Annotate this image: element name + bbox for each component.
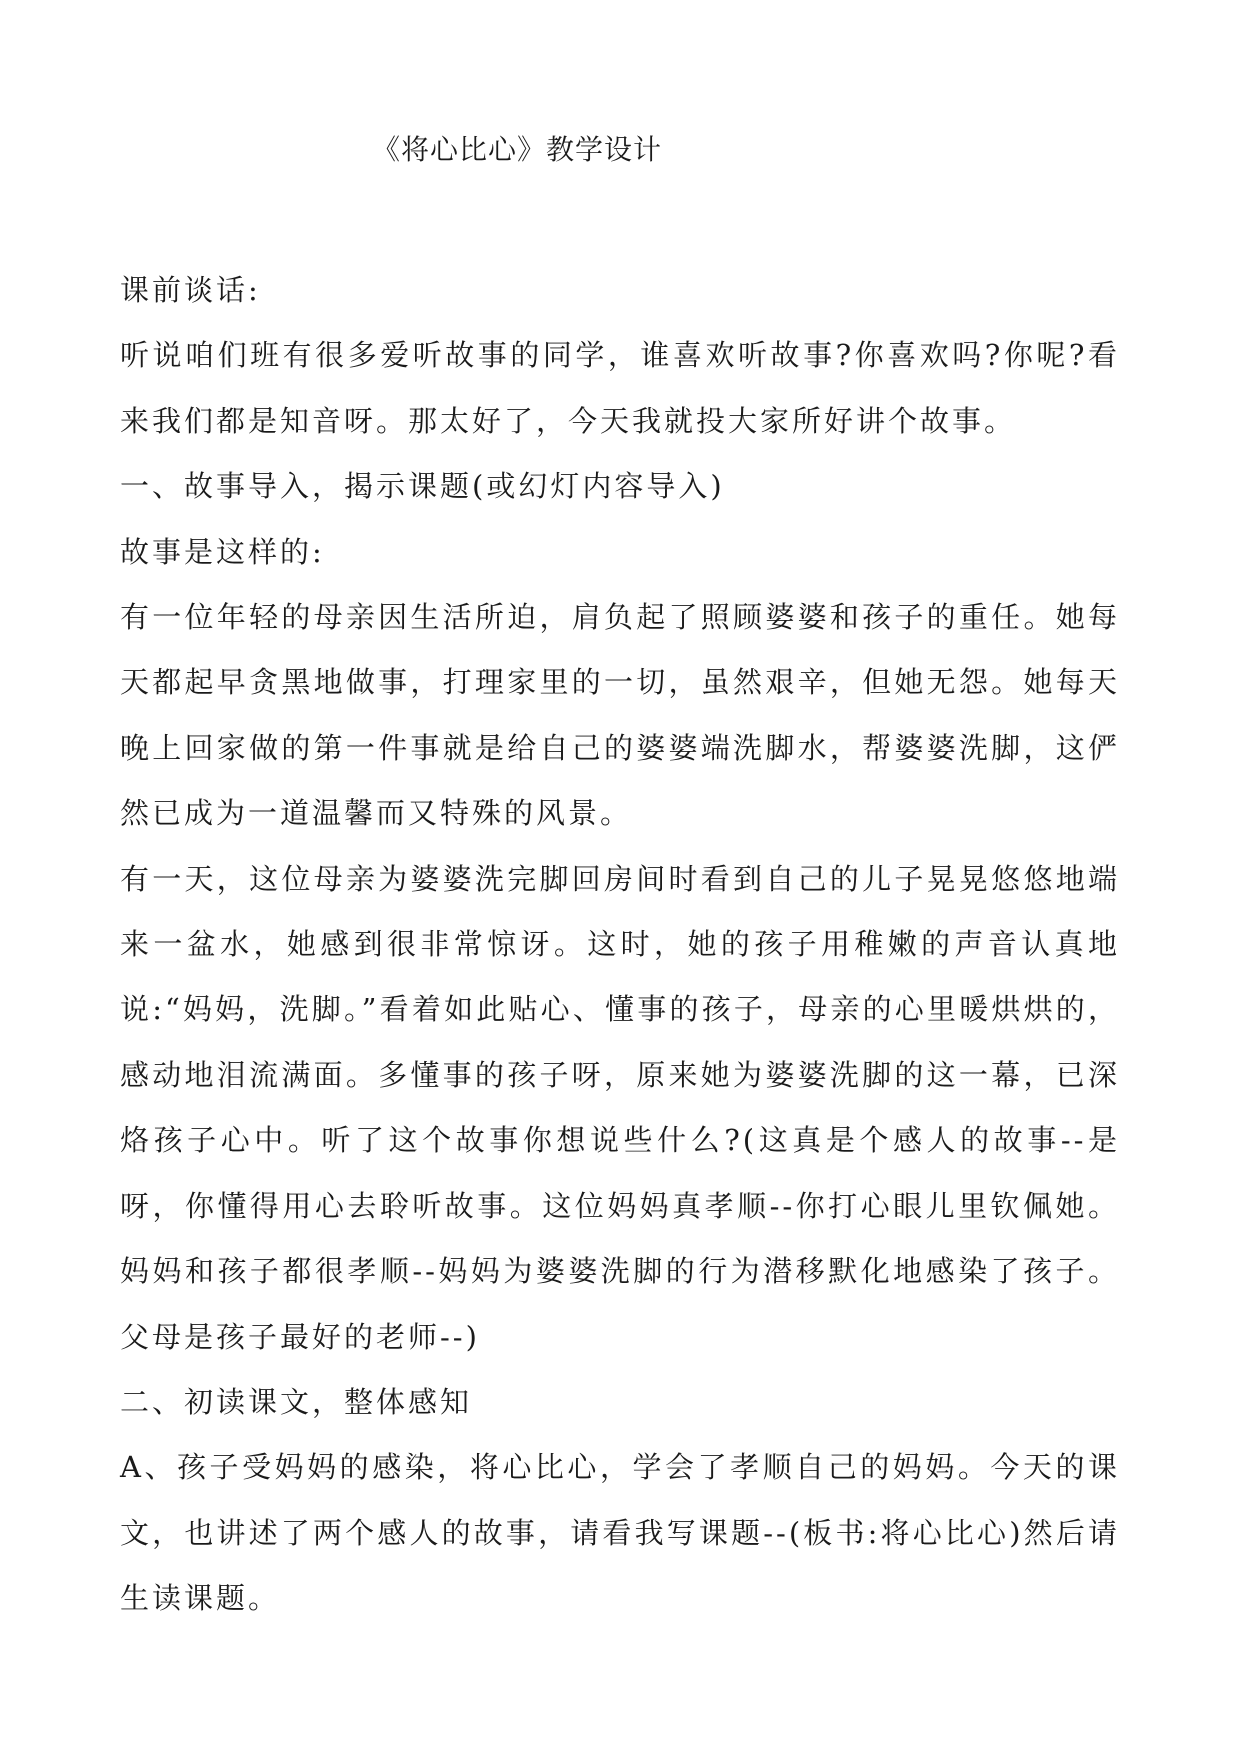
paragraph-story-part-1: 有一位年轻的母亲因生活所迫，肩负起了照顾婆婆和孩子的重任。她每天都起早贪黑地做事，打理家里的一切，虽然艰辛，但她无怨。她每天晚上回家做的第一件事就是给自己的婆婆端洗脚水，帮婆婆洗脚，这俨然已成为一道温馨而又特殊的风景。 — [120, 600, 1120, 831]
document-title: 《将心比心》教学设计 — [372, 133, 663, 166]
section-heading-one: 一、故事导入，揭示课题(或幻灯内容导入) — [120, 469, 725, 504]
paragraph-story-part-2: 有一天，这位母亲为婆婆洗完脚回房间时看到自己的儿子晃晃悠悠地端来一盆水，她感到很非常惊讶。这时，她的孩子用稚嫩的声音认真地说:“妈妈，洗脚。”看着如此贴心、懂事的孩子，母亲的心里暖烘烘的，感动地泪流满面。多懂事的孩子呀，原来她为婆婆洗脚的这一幕，已深烙孩子心中。听了这个故事你想说些什么?(这真是个感人的故事--是呀，你懂得用心去聆听故事。这位妈妈真孝顺--你打心眼儿里钦佩她。妈妈和孩子都很孝顺--妈妈为婆婆洗脚的行为潜移默化地感染了孩子。父母是孩子最好的老师--) — [120, 861, 1120, 1354]
document-body — [120, 258, 1120, 1632]
paragraph-section-two-a: A、孩子受妈妈的感染，将心比心，学会了孝顺自己的妈妈。今天的课文，也讲述了两个感人的故事，请看我写课题--(板书:将心比心)然后请生读课题。 — [120, 1450, 1120, 1616]
paragraph-story-intro: 故事是这样的: — [120, 534, 325, 569]
paragraph-pre-class-talk: 听说咱们班有很多爱听故事的同学，谁喜欢听故事?你喜欢吗?你呢?看来我们都是知音呀。那太好了，今天我就投大家所好讲个故事。 — [120, 338, 1120, 438]
section-heading-two: 二、初读课文，整体感知 — [120, 1384, 473, 1419]
paragraph-pre-class-talk-heading: 课前谈话: — [120, 273, 261, 307]
